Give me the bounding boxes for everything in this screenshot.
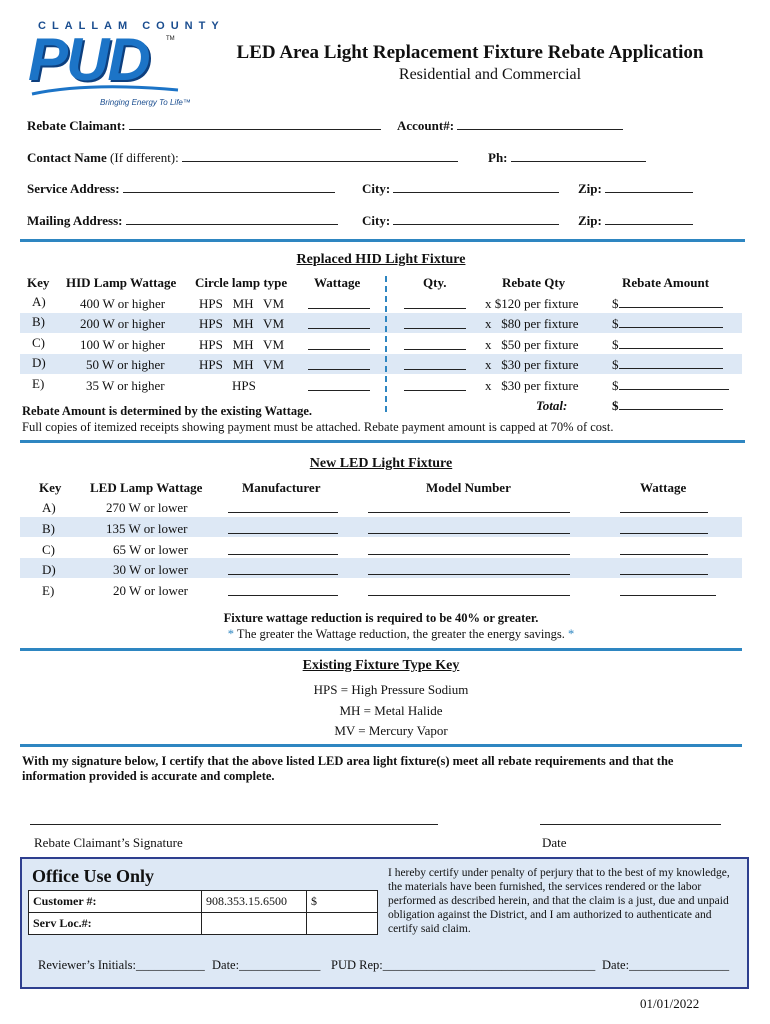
model-number-input[interactable] bbox=[368, 543, 570, 555]
rebate-claimant-field[interactable] bbox=[27, 117, 381, 134]
row-lamp: 20 W or lower bbox=[113, 583, 188, 598]
service-zip-field[interactable] bbox=[578, 180, 693, 197]
led-header-model: Model Number bbox=[426, 480, 511, 495]
row-lamp-type[interactable]: HPS MH VM bbox=[199, 296, 285, 311]
wattage-input[interactable] bbox=[308, 317, 370, 329]
row-lamp: 400 W or higher bbox=[80, 296, 166, 311]
row-key: A) bbox=[42, 500, 56, 515]
led-wattage-input[interactable] bbox=[620, 543, 708, 555]
logo-tm: TM bbox=[166, 36, 175, 42]
row-key: D) bbox=[42, 562, 56, 577]
logo-top-text: CLALLAM COUNTY bbox=[38, 20, 225, 32]
manufacturer-input[interactable] bbox=[228, 584, 338, 596]
section-divider bbox=[20, 440, 745, 443]
led-wattage-input[interactable] bbox=[620, 584, 716, 596]
row-key: B) bbox=[42, 521, 55, 536]
serv-loc-value[interactable] bbox=[202, 913, 307, 935]
contact-name-field[interactable] bbox=[27, 149, 458, 166]
account-label: Account#: bbox=[397, 118, 455, 133]
row-key: B) bbox=[32, 314, 45, 329]
hid-header-circle: Circle lamp type bbox=[195, 275, 288, 290]
total-label: Total: bbox=[536, 398, 568, 413]
savings-note: * The greater the Wattage reduction, the greater the energy savings. * bbox=[227, 627, 575, 641]
pud-logo: PUD bbox=[28, 26, 149, 93]
led-section-title: New LED Light Fixture bbox=[309, 456, 453, 471]
review-date[interactable]: Date:_____________ bbox=[212, 958, 321, 972]
row-lamp-type[interactable]: HPS MH VM bbox=[199, 337, 285, 352]
contact-name-note: (If different): bbox=[110, 150, 179, 165]
row-key: E) bbox=[42, 583, 55, 598]
office-use-table bbox=[28, 890, 378, 935]
mailing-address-label: Mailing Address: bbox=[27, 213, 123, 228]
total-amount[interactable]: $ bbox=[612, 398, 723, 414]
manufacturer-input[interactable] bbox=[228, 543, 338, 555]
hid-header-rebate-amount: Rebate Amount bbox=[622, 275, 710, 290]
section-divider bbox=[20, 744, 742, 747]
model-number-input[interactable] bbox=[368, 584, 570, 596]
date-label: Date bbox=[542, 835, 567, 850]
logo-tagline: Bringing Energy To Life™ bbox=[100, 98, 191, 107]
signature-line[interactable] bbox=[30, 824, 438, 825]
row-lamp: 50 W or higher bbox=[86, 357, 165, 372]
row-key: E) bbox=[32, 376, 45, 391]
reviewer-initials[interactable]: Reviewer’s Initials:___________ bbox=[38, 958, 205, 972]
row-key: C) bbox=[32, 335, 45, 350]
date-line[interactable] bbox=[540, 824, 721, 825]
pud-rep-date[interactable]: Date:________________ bbox=[602, 958, 730, 972]
row-rebate: x $120 per fixture bbox=[485, 296, 579, 311]
hid-header-key: Key bbox=[27, 275, 50, 290]
wattage-input[interactable] bbox=[308, 358, 370, 370]
manufacturer-input[interactable] bbox=[228, 501, 338, 513]
row-amount[interactable]: $ bbox=[612, 316, 723, 332]
led-header-key: Key bbox=[39, 480, 62, 495]
service-zip-label: Zip: bbox=[578, 181, 602, 196]
qty-input[interactable] bbox=[404, 358, 466, 370]
wattage-input[interactable] bbox=[308, 297, 370, 309]
model-number-input[interactable] bbox=[368, 522, 570, 534]
mailing-address-field[interactable] bbox=[27, 212, 338, 229]
qty-input[interactable] bbox=[404, 317, 466, 329]
receipts-note: Full copies of itemized receipts showing payment must be attached. Rebate payment amount is capped at 70% of cost. bbox=[22, 420, 614, 434]
hid-header-qty: Qty. bbox=[423, 275, 447, 290]
wattage-input[interactable] bbox=[308, 379, 370, 391]
row-lamp: 100 W or higher bbox=[80, 337, 166, 352]
rebate-note-bold: Rebate Amount is determined by the existing Wattage. bbox=[22, 404, 313, 418]
manufacturer-input[interactable] bbox=[228, 563, 338, 575]
row-lamp: 270 W or lower bbox=[106, 500, 188, 515]
qty-input[interactable] bbox=[404, 338, 466, 350]
hid-section-title: Replaced HID Light Fixture bbox=[296, 252, 466, 267]
section-divider bbox=[20, 648, 742, 651]
office-certification: I hereby certify under penalty of perjury that to the best of my knowledge, the materials have been furnished, the services rendered or the labor performed as described herein, and that the claim is a just, due and unpaid obligation against the District, and I am authorized to authenticate and certify said claim. bbox=[388, 867, 730, 935]
row-lamp: 135 W or lower bbox=[106, 521, 188, 536]
customer-value[interactable]: 908.353.15.6500 bbox=[202, 891, 307, 913]
led-wattage-input[interactable] bbox=[620, 563, 708, 575]
row-rebate: x $80 per fixture bbox=[485, 316, 579, 331]
serv-loc-extra[interactable] bbox=[307, 913, 378, 935]
rebate-claimant-label: Rebate Claimant: bbox=[27, 118, 126, 133]
row-amount[interactable]: $ bbox=[612, 378, 729, 394]
service-city-label: City: bbox=[362, 181, 391, 196]
key-hps: HPS = High Pressure Sodium bbox=[313, 682, 469, 697]
row-amount[interactable]: $ bbox=[612, 296, 723, 312]
key-mv: MV = Mercury Vapor bbox=[334, 723, 448, 738]
wattage-reduction-note: Fixture wattage reduction is required to be 40% or greater. bbox=[223, 611, 539, 625]
asterisk: * bbox=[567, 627, 575, 641]
signature-label: Rebate Claimant’s Signature bbox=[34, 835, 183, 850]
serv-loc-label: Serv Loc.#: bbox=[29, 913, 202, 935]
phone-label: Ph: bbox=[488, 150, 508, 165]
row-amount[interactable]: $ bbox=[612, 337, 723, 353]
contact-name-label: Contact Name bbox=[27, 150, 107, 165]
led-wattage-input[interactable] bbox=[620, 501, 708, 513]
mailing-zip-label: Zip: bbox=[578, 213, 602, 228]
type-key-title: Existing Fixture Type Key bbox=[302, 658, 460, 673]
row-rebate: x $30 per fixture bbox=[485, 357, 579, 372]
mailing-zip-field[interactable] bbox=[578, 212, 693, 229]
row-amount[interactable]: $ bbox=[612, 357, 723, 373]
row-key: D) bbox=[32, 355, 46, 370]
led-header-lamp: LED Lamp Wattage bbox=[90, 480, 203, 495]
row-rebate: x $50 per fixture bbox=[485, 337, 579, 352]
led-header-wattage: Wattage bbox=[640, 480, 687, 495]
certification-text: With my signature below, I certify that the above listed LED area light fixture(s) meet all rebate requirements and that the information provided is accurate and complete. bbox=[22, 754, 674, 783]
column-divider bbox=[385, 276, 387, 412]
row-lamp: 200 W or higher bbox=[80, 316, 166, 331]
logo-swoosh-icon bbox=[30, 84, 180, 98]
hid-header-rebate-qty: Rebate Qty bbox=[502, 275, 566, 290]
dollar-cell[interactable]: $ bbox=[307, 891, 378, 913]
page-title: LED Area Light Replacement Fixture Rebate Application bbox=[236, 42, 704, 63]
service-address-field[interactable] bbox=[27, 180, 335, 197]
model-number-input[interactable] bbox=[368, 501, 570, 513]
row-lamp-type[interactable]: HPS MH VM bbox=[199, 357, 285, 372]
led-wattage-input[interactable] bbox=[620, 522, 708, 534]
key-mh: MH = Metal Halide bbox=[339, 703, 443, 718]
row-key: C) bbox=[42, 542, 55, 557]
hid-header-lamp: HID Lamp Wattage bbox=[66, 275, 177, 290]
mailing-city-field[interactable] bbox=[362, 212, 559, 229]
account-field[interactable] bbox=[397, 117, 623, 134]
office-use-title: Office Use Only bbox=[32, 866, 154, 886]
pud-rep[interactable]: PUD Rep:__________________________________ bbox=[331, 958, 596, 972]
qty-input[interactable] bbox=[404, 379, 466, 391]
row-lamp: 35 W or higher bbox=[86, 378, 165, 393]
service-city-field[interactable] bbox=[362, 180, 559, 197]
row-lamp-type[interactable]: HPS MH VM bbox=[199, 316, 285, 331]
wattage-input[interactable] bbox=[308, 338, 370, 350]
row-lamp: 30 W or lower bbox=[113, 562, 188, 577]
page-subtitle: Residential and Commercial bbox=[398, 66, 582, 83]
row-rebate: x $30 per fixture bbox=[485, 378, 579, 393]
led-header-manufacturer: Manufacturer bbox=[242, 480, 321, 495]
row-lamp: 65 W or lower bbox=[113, 542, 188, 557]
mailing-city-label: City: bbox=[362, 213, 391, 228]
row-lamp-type[interactable]: HPS bbox=[232, 378, 256, 393]
service-address-label: Service Address: bbox=[27, 181, 120, 196]
phone-field[interactable] bbox=[488, 149, 646, 166]
row-key: A) bbox=[32, 294, 46, 309]
model-number-input[interactable] bbox=[368, 563, 570, 575]
qty-input[interactable] bbox=[404, 297, 466, 309]
manufacturer-input[interactable] bbox=[228, 522, 338, 534]
footer-date: 01/01/2022 bbox=[640, 996, 700, 1011]
hid-header-wattage: Wattage bbox=[314, 275, 361, 290]
asterisk: * bbox=[227, 627, 235, 641]
section-divider bbox=[20, 239, 745, 242]
customer-label: Customer #: bbox=[29, 891, 202, 913]
